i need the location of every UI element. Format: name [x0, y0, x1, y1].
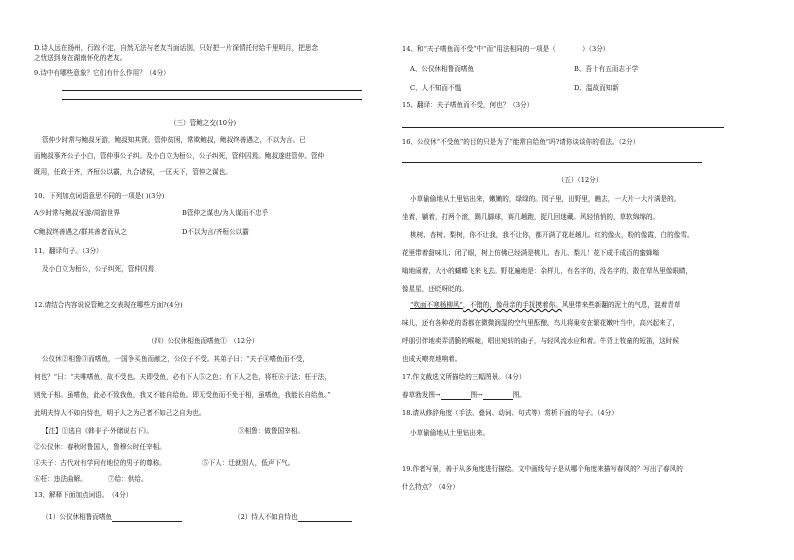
question-12: 12.请结合内容说说管鲍之交表现在哪些方面?(4分) — [34, 301, 183, 309]
question-17: 17.作文截选文所描绘的三幅图景。（4分） — [402, 373, 526, 381]
q10-option-b: B管仲之谋也/为人谋而不忠乎 — [182, 209, 269, 217]
section-5-title: （五）（12分） — [557, 176, 603, 184]
q13-item-2 — [234, 512, 352, 522]
q11-sentence: 及小白立为桓公，公子纠死，管仲囚焉 — [42, 265, 155, 273]
q17-fill-end: 图。 — [512, 391, 526, 399]
q13-item-2-text: （2）恃人不如自恃也 — [234, 513, 298, 521]
question-19-line-2: 什么特点？（4分） — [402, 483, 459, 491]
passage-5-line-10: 也成天嘹亮地响着。 — [402, 355, 462, 363]
passage-5-line-5: 嗡地闹着，大小的蝴蝶飞来飞去。野花遍地是：杂样儿，有名字的，没名字的，散在草丛里像眼睛， — [402, 267, 693, 275]
passage-3-line-2: 而鲍叔事齐公子小白，管仲事公子纠。及小白立为桓公，公子纠死，管仲囚焉。鲍叔遂进管仲。管仲 — [34, 152, 325, 160]
note-5: ⑤下人：迁就别人，低声下气。 — [202, 459, 295, 467]
passage-3-line-3: 既用，任政于齐，齐桓公以霸，九合诸侯，一匡天下，管仲之谋也。 — [34, 168, 232, 176]
option-d-line-1: D.诗人远在扬州，行踪不定，自然无法与老友当面话别，只好把一片深情托付给千里明月，把思念 — [34, 44, 319, 52]
question-11: 11、翻译句子。（3分） — [34, 247, 103, 255]
underlined-quote: “吹面不寒杨柳风” — [410, 301, 463, 309]
passage-5-line-6: 像星星，还眨呀眨的。 — [402, 285, 468, 293]
q14-option-a: A、公仪休相鲁而嗜鱼 — [410, 65, 475, 73]
q10-option-d: D不以为言/齐桓公以霸 — [182, 228, 249, 236]
note-6: ⑥枉：违法曲解。 — [34, 475, 87, 483]
passage-5-line-4: 花里带着甜味儿；闭了眼，树上仿佛已经满是桃儿、杏儿、梨儿！花下成千成百的蜜蜂嗡 — [402, 249, 660, 257]
q17-blank-2[interactable] — [483, 399, 513, 400]
q10-option-a: A少时常与鲍叔牙游/周游世界 — [34, 209, 121, 217]
passage-5-line-9: 呼朋引伴地卖弄清脆的喉咙，唱出宛转的曲子，与轻风流水应和着。牛背上牧童的短笛，这时候 — [402, 337, 679, 345]
question-19-line-1: 19.作者写景，善于从多角度进行描绘。文中画线句子是从哪个角度来描写春风的？写出了春风的 — [402, 465, 683, 473]
question-14: 14、和“夫子嗜鱼而不受”中“而”用法相同的一项是（ ）（3分） — [402, 45, 610, 53]
q14-option-d: D、温故而知新 — [574, 84, 619, 92]
section-4-title: （四）公仪休相鱼而嗜鱼① （12分） — [147, 337, 259, 345]
q17-blank-1[interactable] — [441, 399, 471, 400]
q18-sentence: 小草偷偷地从土里钻出来。 — [410, 429, 490, 437]
note-1: ①选自《韩非子·外储说右下》。 — [61, 427, 153, 435]
answer-line — [402, 162, 702, 163]
option-d-line-2: 之忧送到身在湖南怀化的老友。 — [34, 54, 127, 62]
question-16: 16、公仪休“不受鱼”的目的只是为了“能常自给鱼”吗?请你谈谈你的看法。（2分） — [402, 138, 640, 146]
notes-row-1 — [42, 426, 153, 436]
q17-fill-start: 春草勃发图→ — [402, 391, 441, 399]
question-18: 18.请从修辞角度（手法、叠词、动词、句式等）赏析下面的句子。（4分） — [402, 409, 618, 417]
question-13: 13、解释下面加点词语。 （4分） — [34, 491, 133, 499]
passage-4-line-1: 公仪休②相鲁③而嗜鱼，一国争买鱼而献之，公仪子不受。其弟子曰：“夫子④嗜鱼而不受， — [42, 355, 310, 363]
passage-4-line-4: 此明夫恃人不如自恃也，明于人之为己者不如己之自为也。 — [34, 409, 206, 417]
notes-label: 【注】 — [42, 427, 62, 435]
passage-5-line-7 — [410, 300, 681, 310]
passage-5-line-8: 味儿，还有各种花的香都在微微润湿的空气里酝酿。鸟儿将巢安在繁花嫩叶当中，高兴起来了， — [402, 319, 679, 327]
answer-line — [62, 99, 362, 100]
section-3-title: （三）管鲍之交(10分) — [169, 119, 237, 127]
passage-5-line-1: 小草偷偷地从土里钻出来，嫩嫩的，绿绿的。园子里，田野里，瞧去，一大片一大片满是的。 — [410, 195, 681, 203]
q14-option-c: C、人不知而不愠 — [410, 84, 462, 92]
passage-5-line-7-rest: 风里带来些新翻的泥土的气息，混着青草 — [561, 301, 681, 309]
underlined-sentence: ，不错的，像母亲的手抚摸着你。 — [462, 301, 562, 309]
question-10: 10、下列加点词语意思不同的一项是( )(3分) — [34, 192, 165, 200]
question-15: 15、翻译：夫子嗜鱼而不受，何也？（3分） — [402, 101, 534, 109]
note-7: ⑦给：供给。 — [108, 475, 148, 483]
q17-fill-mid: 图→ — [470, 391, 483, 399]
answer-line — [402, 127, 724, 128]
passage-4-line-3: 则免于相。虽嗜鱼，此必不致我鱼，我又不能自给鱼。即无受鱼而不免于相，虽嗜鱼，我能长自给鱼。” — [34, 391, 331, 399]
passage-5-line-2: 坐着，躺着，打两个滚，踢几脚球，赛几趟跑，捉几回迷藏。风轻悄悄的，草软绵绵的。 — [402, 213, 660, 221]
note-2: ②公仪休：春秋时鲁国人，鲁穆公时任宰相。 — [34, 443, 166, 451]
q14-option-b: B、吾十有五而志于学 — [574, 65, 639, 73]
q17-fill-row — [402, 390, 526, 400]
passage-4-line-2: 何也？”曰：“夫唯嗜鱼，故不受也。夫即受鱼，必有下人⑤之色；有下人之色，将枉⑥于法；枉于法， — [34, 373, 331, 381]
q13-blank-2[interactable] — [298, 521, 352, 522]
note-3: ③相鲁：做鲁国宰相。 — [238, 427, 304, 435]
answer-line — [62, 90, 362, 91]
note-4: ④夫子：古代对有学问有地位的男子的尊称。 — [34, 459, 166, 467]
question-9: 9.诗中有哪些意象？它们有什么作用？（4分） — [34, 69, 170, 77]
q13-item-1-text: （1）公仪休相鲁而嗜鱼 — [42, 513, 113, 521]
q10-option-c: C鲍叔终善遇之/群其善者而从之 — [34, 228, 127, 236]
q13-item-1 — [42, 512, 182, 522]
passage-5-line-3: 桃树、杏树、梨树，你不让我，我不让你，都开满了花赶趟儿。红的像火，粉的像霞，白的像雪。 — [410, 231, 694, 239]
q13-blank-1[interactable] — [112, 521, 182, 522]
passage-3-line-1: 管仲少时常与鲍叔牙游，鲍叔知其贤。管仲贫困，常欺鲍叔，鲍叔终善遇之，不以为言。已 — [42, 136, 306, 144]
